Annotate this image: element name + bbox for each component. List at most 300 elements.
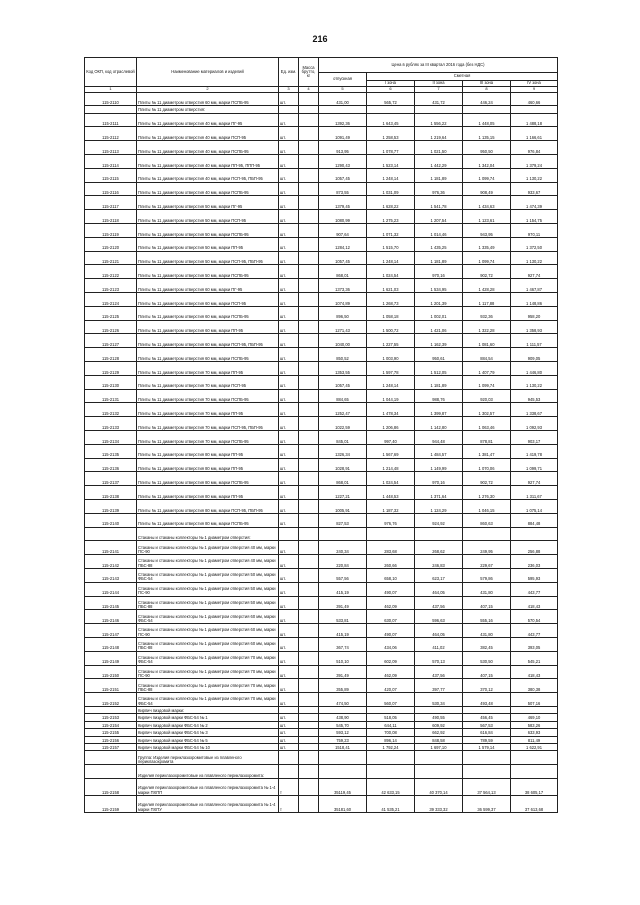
row-price: 845,01 — [319, 431, 367, 445]
row-zone-1: 1 206,86 — [367, 417, 415, 431]
row-code: 115-2127 — [85, 334, 137, 348]
row-code: 115-2143 — [85, 568, 137, 582]
table-row — [85, 334, 558, 348]
row-name: Кирпич пиздовой марки ФБС-54 № 5 — [137, 736, 279, 743]
row-price: 391,49 — [319, 596, 367, 610]
row-unit: шт. — [279, 729, 299, 736]
row-price: 907,64 — [319, 224, 367, 238]
table-row — [85, 729, 558, 736]
row-name: Плиты № 11 диаметром отверстия 40 мм, марки ПСПБ-95 — [137, 182, 279, 196]
row-mass — [299, 706, 319, 713]
row-unit: шт. — [279, 251, 299, 265]
row-mass — [299, 403, 319, 417]
row-name: Стаканы и стаканы коллекторы № 1 диаметром отверстия 50 мм, марки ФБС-54 — [137, 568, 279, 582]
row-price — [319, 765, 367, 779]
table-row — [85, 237, 558, 251]
table-row — [85, 721, 558, 728]
row-price: 868,01 — [319, 472, 367, 486]
row-mass — [299, 743, 319, 750]
row-unit: шт. — [279, 279, 299, 293]
row-price: 415,19 — [319, 624, 367, 638]
row-zone-3: 1 448,05 — [463, 113, 511, 127]
row-zone-4: 1 474,39 — [511, 196, 558, 210]
table-row — [85, 155, 558, 169]
row-zone-3: 1 579,14 — [463, 743, 511, 750]
table-row — [85, 751, 558, 765]
row-zone-2: 1 442,29 — [415, 155, 463, 169]
row-zone-2: 411,02 — [415, 637, 463, 651]
row-price: 367,74 — [319, 637, 367, 651]
table-row — [85, 665, 558, 679]
row-zone-3: 1 117,88 — [463, 293, 511, 307]
row-zone-3: 555,16 — [463, 610, 511, 624]
row-mass — [299, 141, 319, 155]
row-zone-4: 1 358,93 — [511, 320, 558, 334]
header-price-title: Цена в рублях за III квартал 2016 года (без НДС) — [319, 58, 558, 73]
row-mass — [299, 444, 319, 458]
row-price: 1379,45 — [319, 196, 367, 210]
row-zone-2: 1 149,99 — [415, 458, 463, 472]
row-unit: т — [279, 778, 299, 795]
row-code: 115-2145 — [85, 596, 137, 610]
row-zone-2: 1 181,89 — [415, 251, 463, 265]
row-zone-2: 1 219,64 — [415, 127, 463, 141]
row-code: 115-2122 — [85, 265, 137, 279]
header-zone-3: III зона — [463, 81, 511, 87]
row-code — [85, 765, 137, 779]
row-price — [319, 527, 367, 541]
row-price: 1392,36 — [319, 113, 367, 127]
row-zone-4: 570,54 — [511, 610, 558, 624]
row-unit: шт. — [279, 375, 299, 389]
row-zone-4: 545,21 — [511, 651, 558, 665]
row-zone-1: 1 597,78 — [367, 362, 415, 376]
row-unit: шт. — [279, 714, 299, 721]
row-mass — [299, 210, 319, 224]
row-zone-4 — [511, 751, 558, 765]
row-zone-1: 1 523,14 — [367, 155, 415, 169]
row-name: Плиты № 11 диаметром отверстия 60 мм, марки ПСПБ-95 — [137, 306, 279, 320]
row-code: 115-2157 — [85, 743, 137, 750]
row-zone-1: 462,09 — [367, 665, 415, 679]
row-code: 115-2123 — [85, 279, 137, 293]
row-zone-2: 268,62 — [415, 541, 463, 555]
row-code — [85, 751, 137, 765]
row-zone-4: 469,10 — [511, 714, 558, 721]
row-mass — [299, 729, 319, 736]
row-mass — [299, 155, 319, 169]
row-zone-1: 1 500,72 — [367, 320, 415, 334]
row-unit: шт. — [279, 431, 299, 445]
table-row — [85, 348, 558, 362]
row-zone-2: 1 435,25 — [415, 237, 463, 251]
row-mass — [299, 610, 319, 624]
table-row — [85, 106, 558, 113]
row-mass — [299, 106, 319, 113]
table-row — [85, 168, 558, 182]
row-mass — [299, 651, 319, 665]
row-zone-3: 789,59 — [463, 736, 511, 743]
row-mass — [299, 127, 319, 141]
header-release: отпускная — [319, 73, 367, 87]
row-zone-3: 1 322,28 — [463, 320, 511, 334]
row-name: Плиты № 11 диаметром отверстия 40 мм, марки ПСП-95 — [137, 127, 279, 141]
row-zone-3: 1 407,79 — [463, 362, 511, 376]
row-zone-4: 933,67 — [511, 182, 558, 196]
row-zone-2: 1 201,39 — [415, 293, 463, 307]
row-zone-3: 1 342,04 — [463, 155, 511, 169]
row-zone-3: 920,03 — [463, 389, 511, 403]
table-row — [85, 778, 558, 795]
col-number: 5 — [319, 87, 367, 93]
row-name: Плиты № 11 диаметром отверстия 60 мм, марки ПП-95 — [137, 320, 279, 334]
row-unit: шт. — [279, 596, 299, 610]
row-code: 115-2152 — [85, 693, 137, 707]
row-zone-2: 530,34 — [415, 693, 463, 707]
row-code: 115-2138 — [85, 486, 137, 500]
row-unit: шт. — [279, 665, 299, 679]
row-price: 1353,55 — [319, 362, 367, 376]
row-name: Плиты № 11 диаметром отверстия 50 мм, марки ПСПБ-95 — [137, 224, 279, 238]
row-mass — [299, 795, 319, 812]
row-zone-3: 567,53 — [463, 721, 511, 728]
row-zone-2: 596,63 — [415, 610, 463, 624]
row-zone-4: 1 099,71 — [511, 458, 558, 472]
row-code: 115-2153 — [85, 714, 137, 721]
table-row — [85, 679, 558, 693]
row-price: 1028,91 — [319, 458, 367, 472]
row-price: 850,52 — [319, 348, 367, 362]
row-unit: шт. — [279, 168, 299, 182]
row-price: 1074,89 — [319, 293, 367, 307]
table-row — [85, 417, 558, 431]
row-code: 115-2125 — [85, 306, 137, 320]
col-number: 8 — [463, 87, 511, 93]
row-price — [319, 106, 367, 113]
col-number: 1 — [85, 87, 137, 93]
row-name: Плиты № 11 диаметром отверстия 70 мм, марки ПСП-95, ПБП-95 — [137, 417, 279, 431]
row-name: Плиты № 11 диаметром отверстия 60 мм, марки ПСП-95 — [137, 293, 279, 307]
header-zone-1: I зона — [367, 81, 415, 87]
row-price: 1057,45 — [319, 375, 367, 389]
row-zone-3: 1 135,15 — [463, 127, 511, 141]
row-name: Стаканы и стаканы коллекторы № 1 диаметром отверстия 60 мм, марки ПС-90 — [137, 624, 279, 638]
row-unit: шт. — [279, 637, 299, 651]
row-zone-1: 1 258,53 — [367, 127, 415, 141]
row-code: 115-2159 — [85, 795, 137, 812]
row-zone-3: 431,80 — [463, 582, 511, 596]
row-code: 115-2110 — [85, 92, 137, 106]
row-name: Стаканы и стаканы коллекторы № 1 диаметром отверстия 40 мм, марки ПБС-88 — [137, 555, 279, 569]
table-row — [85, 651, 558, 665]
row-name: Плиты № 11 диаметром отверстия 60 мм, марки ПГ-95 — [137, 279, 279, 293]
row-unit — [279, 106, 299, 113]
row-zone-3: 579,86 — [463, 568, 511, 582]
row-zone-3: 1 428,28 — [463, 279, 511, 293]
row-code: 115-2134 — [85, 431, 137, 445]
row-zone-1: 602,09 — [367, 651, 415, 665]
row-unit — [279, 765, 299, 779]
row-zone-3: 908,49 — [463, 182, 511, 196]
table-row — [85, 141, 558, 155]
row-code: 115-2129 — [85, 362, 137, 376]
row-price: 35181,60 — [319, 795, 367, 812]
row-zone-1: 1 058,18 — [367, 306, 415, 320]
row-zone-1 — [367, 527, 415, 541]
row-zone-3: 1 335,49 — [463, 237, 511, 251]
row-zone-1: 1 024,54 — [367, 472, 415, 486]
row-zone-1: 630,07 — [367, 610, 415, 624]
table-row — [85, 736, 558, 743]
row-zone-4: 1 154,75 — [511, 210, 558, 224]
row-zone-1: 1 268,73 — [367, 293, 415, 307]
row-name: Плиты № 11 диаметром отверстия 50 мм, марки ПСПБ-95 — [137, 265, 279, 279]
row-zone-2: 623,17 — [415, 568, 463, 582]
row-zone-4: 418,43 — [511, 665, 558, 679]
row-zone-3: 1 070,06 — [463, 458, 511, 472]
row-price: 873,55 — [319, 182, 367, 196]
row-name: Изделия периклазохромитовые из плавленого периклазохромита: — [137, 765, 279, 779]
row-zone-1: 1 275,23 — [367, 210, 415, 224]
table-row — [85, 637, 558, 651]
row-code: 115-2146 — [85, 610, 137, 624]
row-zone-2: 970,16 — [415, 265, 463, 279]
row-zone-1: 490,07 — [367, 582, 415, 596]
table-row — [85, 541, 558, 555]
row-zone-2: 1 534,95 — [415, 279, 463, 293]
header-zone-2: II зона — [415, 81, 463, 87]
col-number: 3 — [279, 87, 299, 93]
row-zone-2: 944,48 — [415, 431, 463, 445]
row-mass — [299, 348, 319, 362]
row-code: 115-2156 — [85, 736, 137, 743]
table-row — [85, 306, 558, 320]
row-mass — [299, 113, 319, 127]
row-zone-2: 490,55 — [415, 714, 463, 721]
row-unit: шт. — [279, 651, 299, 665]
row-zone-4: 380,38 — [511, 679, 558, 693]
row-name: Стаканы и стаканы коллекторы № 1 диаметром отверстия 70 мм, марки ФБС-54 — [137, 651, 279, 665]
row-zone-3: 1 276,30 — [463, 486, 511, 500]
row-zone-2: 1 162,39 — [415, 334, 463, 348]
row-price: 220,84 — [319, 555, 367, 569]
row-code — [85, 106, 137, 113]
row-zone-4: 256,88 — [511, 541, 558, 555]
row-zone-3: 382,45 — [463, 637, 511, 651]
row-price: 1271,43 — [319, 320, 367, 334]
row-unit: шт. — [279, 568, 299, 582]
row-zone-3: 1 302,57 — [463, 403, 511, 417]
row-mass — [299, 624, 319, 638]
row-unit: шт. — [279, 334, 299, 348]
row-unit: шт. — [279, 320, 299, 334]
header-name: Наименование материалов и изделий — [137, 58, 279, 87]
row-code: 115-2126 — [85, 320, 137, 334]
row-zone-2: 1 697,10 — [415, 743, 463, 750]
row-unit: шт. — [279, 513, 299, 527]
row-zone-1: 1 448,53 — [367, 486, 415, 500]
row-code: 115-2141 — [85, 541, 137, 555]
price-table — [84, 57, 558, 813]
row-mass — [299, 596, 319, 610]
row-zone-2: 1 207,54 — [415, 210, 463, 224]
row-zone-4: 1 372,50 — [511, 237, 558, 251]
row-zone-2: 1 421,06 — [415, 320, 463, 334]
row-code: 115-2150 — [85, 665, 137, 679]
table-row — [85, 610, 558, 624]
table-row — [85, 624, 558, 638]
header-unit: Ед. изм. — [279, 58, 299, 87]
table-row — [85, 486, 558, 500]
header-estimate: Сметная — [367, 73, 558, 81]
row-zone-2: 397,77 — [415, 679, 463, 693]
row-code: 115-2124 — [85, 293, 137, 307]
row-mass — [299, 541, 319, 555]
row-zone-4: 1 338,67 — [511, 403, 558, 417]
row-mass — [299, 237, 319, 251]
row-name: Стаканы и стаканы коллекторы № 1 диаметром отверстия 50 мм, марки ПБС-88 — [137, 596, 279, 610]
row-zone-2: 1 181,89 — [415, 168, 463, 182]
row-zone-1: 1 248,14 — [367, 168, 415, 182]
row-code: 115-2142 — [85, 555, 137, 569]
row-code: 115-2147 — [85, 624, 137, 638]
row-name: Плиты № 11 диаметром отверстия 60 мм, марки ПСПБ-95 — [137, 348, 279, 362]
row-unit: шт. — [279, 417, 299, 431]
row-price: 1373,36 — [319, 279, 367, 293]
row-zone-3: 431,80 — [463, 624, 511, 638]
row-unit: шт. — [279, 555, 299, 569]
header-code: Код ОКП, код отраслевой — [85, 58, 137, 87]
row-zone-4: 443,77 — [511, 582, 558, 596]
row-zone-3: 530,50 — [463, 651, 511, 665]
row-code: 115-2119 — [85, 224, 137, 238]
table-row — [85, 795, 558, 812]
row-unit: шт. — [279, 293, 299, 307]
row-name: Плиты № 11 диаметром отверстия 60 мм, марки ПСПБ-95 — [137, 92, 279, 106]
row-price: 1091,49 — [319, 127, 367, 141]
row-mass — [299, 196, 319, 210]
row-mass — [299, 417, 319, 431]
row-zone-4: 1 130,22 — [511, 251, 558, 265]
table-row — [85, 196, 558, 210]
row-zone-1: 1 248,14 — [367, 251, 415, 265]
row-name: Плиты № 11 диаметром отверстия 70 мм, марки ПСПБ-95 — [137, 431, 279, 445]
row-zone-4 — [511, 527, 558, 541]
row-name: Стаканы и стаканы коллекторы № 1 диаметром отверстия 70 мм, марки ПС-90 — [137, 665, 279, 679]
row-zone-4 — [511, 106, 558, 113]
row-name: Плиты № 11 диаметром отверстия 40 мм, марки ПСПБ-95 — [137, 141, 279, 155]
row-zone-2 — [415, 765, 463, 779]
row-price: 545,70 — [319, 721, 367, 728]
row-mass — [299, 472, 319, 486]
row-mass — [299, 224, 319, 238]
row-zone-4: 903,17 — [511, 431, 558, 445]
row-name: Плиты № 11 диаметром отверстия 60 мм, марки ПСП-95, ПБП-95 — [137, 334, 279, 348]
table-row — [85, 706, 558, 713]
row-mass — [299, 679, 319, 693]
row-zone-4: 1 446,80 — [511, 362, 558, 376]
row-zone-3: 878,81 — [463, 431, 511, 445]
table-row — [85, 582, 558, 596]
row-zone-4: 927,74 — [511, 265, 558, 279]
row-zone-1: 1 071,32 — [367, 224, 415, 238]
row-price: 1057,45 — [319, 168, 367, 182]
row-zone-4: 909,05 — [511, 348, 558, 362]
row-unit: шт. — [279, 265, 299, 279]
row-price: 35119,45 — [319, 778, 367, 795]
row-price: 1290,43 — [319, 155, 367, 169]
row-mass — [299, 362, 319, 376]
table-row — [85, 444, 558, 458]
row-code: 115-2111 — [85, 113, 137, 127]
row-mass — [299, 513, 319, 527]
row-zone-4: 1 148,86 — [511, 293, 558, 307]
row-mass — [299, 721, 319, 728]
row-price: 557,56 — [319, 568, 367, 582]
row-unit: шт. — [279, 458, 299, 472]
row-unit — [279, 751, 299, 765]
row-price: 913,95 — [319, 141, 367, 155]
row-mass — [299, 736, 319, 743]
row-name: Плиты № 11 диаметром отверстия 80 мм, марки ПП-95 — [137, 486, 279, 500]
table-row — [85, 513, 558, 527]
row-unit: шт. — [279, 141, 299, 155]
table-row — [85, 113, 558, 127]
row-zone-2: 848,58 — [415, 736, 463, 743]
row-name: Плиты № 11 диаметром отверстия 40 мм, марки ПП-95, ППП-95 — [137, 155, 279, 169]
row-zone-1: 1 187,32 — [367, 500, 415, 514]
row-name: Плиты № 11 диаметром отверстия 80 мм, марки ПП-95 — [137, 458, 279, 472]
row-zone-1: 644,11 — [367, 721, 415, 728]
table-row — [85, 555, 558, 569]
row-price: 1057,45 — [319, 251, 367, 265]
row-unit: шт. — [279, 362, 299, 376]
row-zone-1: 560,07 — [367, 693, 415, 707]
row-zone-4: 595,93 — [511, 568, 558, 582]
row-name: Плиты № 11 диаметром отверстия 70 мм, марки ПСПБ-95 — [137, 389, 279, 403]
row-price: 896,50 — [319, 306, 367, 320]
row-zone-4: 1 130,22 — [511, 168, 558, 182]
row-unit: шт. — [279, 210, 299, 224]
row-zone-4: 393,05 — [511, 637, 558, 651]
row-zone-1 — [367, 751, 415, 765]
row-mass — [299, 458, 319, 472]
row-zone-1: 518,05 — [367, 714, 415, 721]
row-mass — [299, 778, 319, 795]
row-name: Плиты № 11 диаметром отверстия 50 мм, марки ПГ-95 — [137, 196, 279, 210]
row-name: Плиты № 11 диаметром отверстия 50 мм, марки ПСП-95 — [137, 210, 279, 224]
row-zone-3: 932,36 — [463, 306, 511, 320]
row-zone-2 — [415, 706, 463, 713]
row-unit: шт. — [279, 541, 299, 555]
row-zone-1: 1 214,48 — [367, 458, 415, 472]
row-zone-4: 418,43 — [511, 596, 558, 610]
row-zone-3: 950,50 — [463, 141, 511, 155]
row-zone-3: 1 046,15 — [463, 500, 511, 514]
row-zone-1: 1 515,70 — [367, 237, 415, 251]
row-unit — [279, 527, 299, 541]
row-zone-2 — [415, 751, 463, 765]
row-zone-2: 1 002,01 — [415, 306, 463, 320]
row-unit: шт. — [279, 582, 299, 596]
row-name: Плиты № 11 диаметром отверстия 80 мм, марки ПП-95 — [137, 444, 279, 458]
row-name: Кирпич пиздовой марки ФБС-54 № 10 — [137, 743, 279, 750]
row-code: 115-2137 — [85, 472, 137, 486]
row-name: Кирпич пиздовой марки ФБС-54 № 2 — [137, 721, 279, 728]
row-price: 827,53 — [319, 513, 367, 527]
table-row — [85, 714, 558, 721]
row-zone-2: 924,92 — [415, 513, 463, 527]
